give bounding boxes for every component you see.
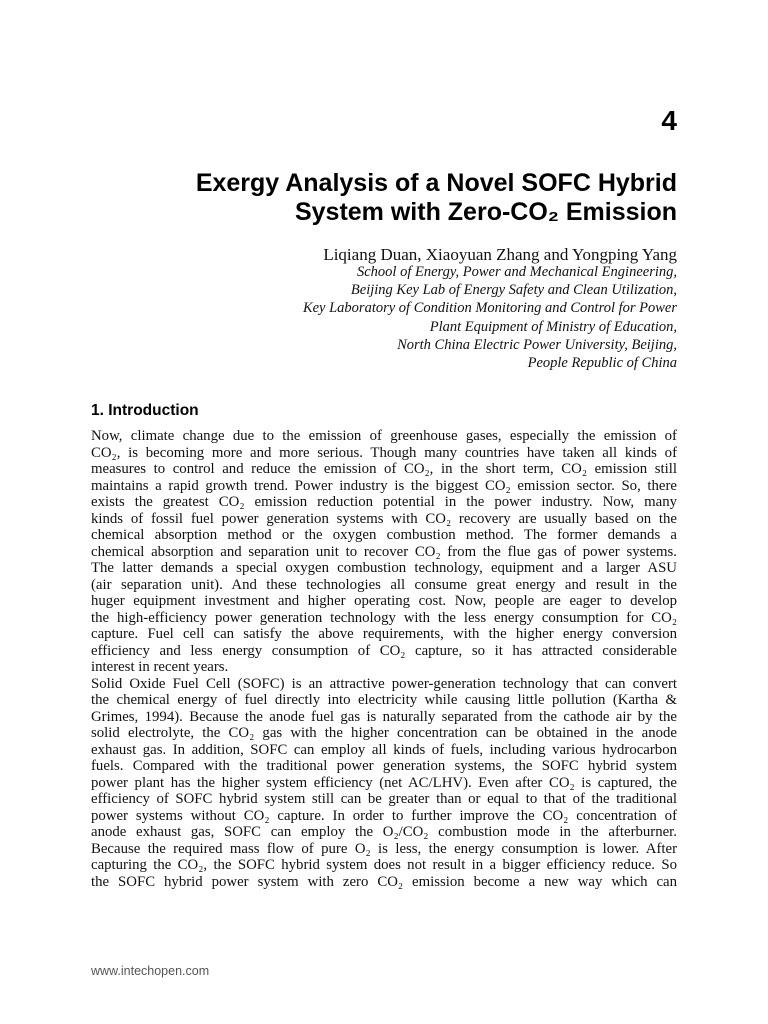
affiliation-line: School of Energy, Power and Mechanical Engineering,: [356, 264, 677, 280]
section-body: [91, 428, 677, 890]
title-line: Exergy Analysis of a Novel SOFC Hybrid: [195, 169, 677, 197]
publisher-website: www.intechopen.com: [91, 964, 210, 978]
body-line: capturing the CO₂, the SOFC hybrid system does not result in a bigger efficiency reduce. So: [91, 857, 677, 873]
chapter-number: 4: [661, 105, 677, 136]
author-list: Liqiang Duan, Xiaoyuan Zhang and Yongping Yang: [323, 245, 677, 264]
body-line: fuels. Compared with the traditional power generation systems, the SOFC hybrid system: [91, 758, 677, 774]
chapter-title: [117, 169, 677, 227]
body-line: maintains a rapid growth trend. Power industry is the biggest CO₂ emission sector. So, there: [91, 477, 677, 494]
title-line: System with Zero-CO₂ Emission: [294, 198, 677, 226]
body-line: capture. Fuel cell can satisfy the above requirements, with the higher energy conversion: [91, 626, 677, 642]
body-line: Grimes, 1994). Because the anode fuel gas is naturally separated from the cathode air by the: [91, 708, 677, 725]
body-line: measures to control and reduce the emission of CO₂, in the short term, CO₂ emission still: [91, 461, 677, 477]
affiliation-line: Beijing Key Lab of Energy Safety and Clean Utilization,: [350, 282, 677, 299]
body-line: the SOFC hybrid power system with zero CO₂ emission become a new way which can: [91, 873, 677, 890]
affiliation-line: Plant Equipment of Ministry of Education,: [429, 318, 677, 335]
body-line: anode exhaust gas, SOFC can employ the O₂/CO₂ combustion mode in the afterburner.: [91, 824, 677, 840]
body-line: efficiency and less energy consumption of CO₂ capture, so it has attracted considerable: [91, 642, 677, 659]
body-line: Solid Oxide Fuel Cell (SOFC) is an attractive power-generation technology that can convert: [91, 675, 677, 692]
body-line: the chemical energy of fuel directly into electricity while causing little pollution (Kartha &: [91, 692, 677, 708]
author-affiliation: [117, 263, 677, 372]
body-line: chemical absorption and separation unit to recover CO₂ from the flue gas of power systems.: [91, 543, 677, 560]
body-line: kinds of fossil fuel power generation systems with CO₂ recovery are usually based on the: [91, 510, 677, 527]
affiliation-line: Key Laboratory of Condition Monitoring and Control for Power: [302, 300, 677, 317]
body-line: power systems without CO₂ capture. In order to further improve the CO₂ concentration of: [91, 807, 677, 824]
body-line: CO₂, is becoming more and more serious. Though many countries have taken all kinds of: [91, 444, 677, 461]
body-line: The latter demands a special oxygen combustion technology, equipment and a larger ASU: [91, 560, 677, 576]
body-line: efficiency of SOFC hybrid system still can be greater than or equal to that of the traditional: [91, 791, 677, 807]
body-line: solid electrolyte, the CO₂ gas with the higher concentration can be obtained in the anode: [91, 725, 677, 741]
section-heading: 1. Introduction: [91, 402, 199, 419]
body-line: chemical absorption method or the oxygen combustion method. The former demands a: [91, 527, 677, 543]
body-line: exhaust gas. In addition, SOFC can employ all kinds of fuels, including various hydrocarbon: [91, 741, 677, 758]
paragraph: [91, 676, 677, 891]
body-line: (air separation unit). And these technologies all consume great energy and result in the: [91, 576, 677, 593]
body-line: huger equipment investment and higher operating cost. Now, people are eager to develop: [91, 593, 677, 609]
affiliation-line: North China Electric Power University, Beijing,: [397, 336, 677, 353]
body-line: interest in recent years.: [91, 659, 229, 675]
body-line: Now, climate change due to the emission of greenhouse gases, especially the emission of: [91, 428, 677, 444]
body-line: exists the greatest CO₂ emission reduction potential in the power industry. Now, many: [91, 494, 677, 510]
affiliation-line: People Republic of China: [527, 355, 677, 372]
body-line: the high-efficiency power generation technology with the less energy consumption for CO₂: [91, 609, 677, 626]
body-line: Because the required mass flow of pure O₂ is less, the energy consumption is lower. After: [91, 840, 677, 857]
paragraph: [91, 428, 677, 676]
body-line: power plant has the higher system efficiency (net AC/LHV). Even after CO₂ is captured, the: [91, 774, 677, 791]
